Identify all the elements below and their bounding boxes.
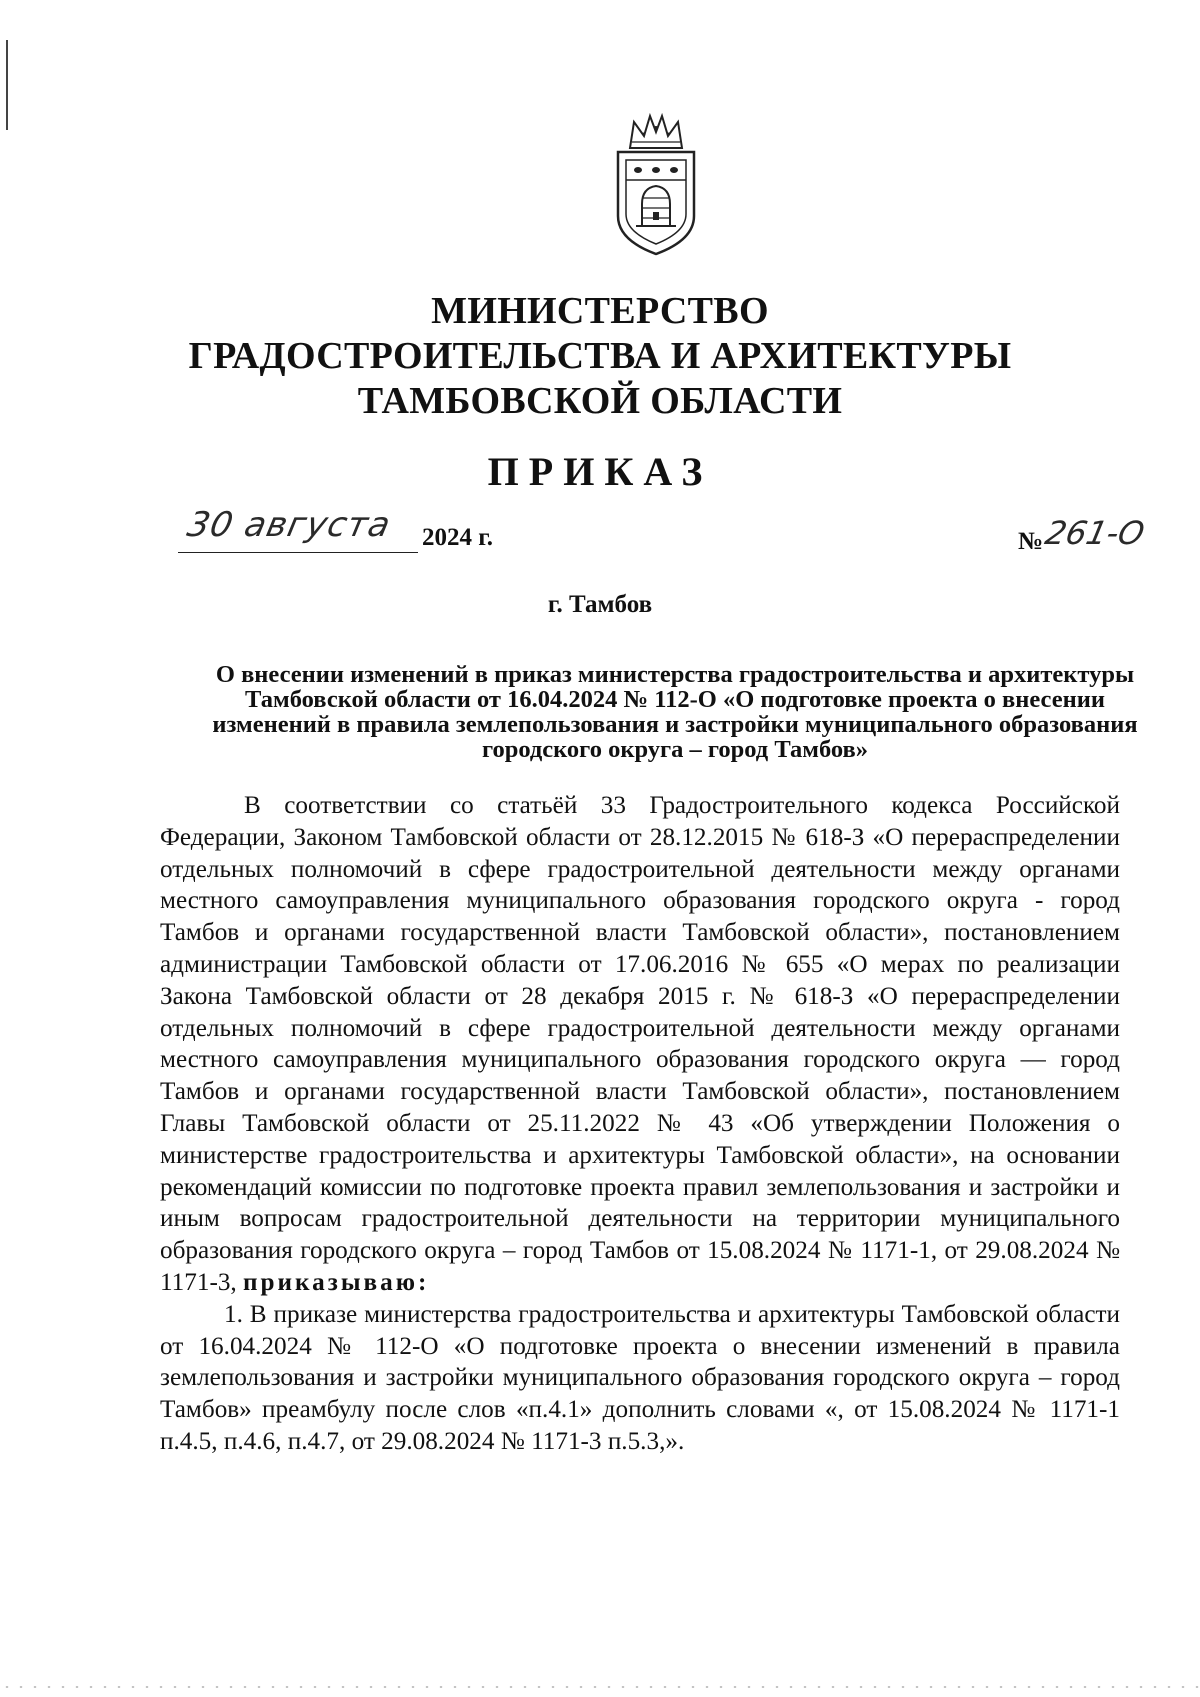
handwritten-number: 261-О	[1041, 514, 1148, 552]
handwritten-date: 30 августа	[183, 505, 395, 545]
scan-edge-mark	[6, 40, 8, 130]
ministry-title-line-1: МИНИСТЕРСТВО	[431, 290, 769, 332]
document-type: ПРИКАЗ	[487, 449, 713, 494]
ministry-title-line-2: ГРАДОСТРОИТЕЛЬСТВА И АРХИТЕКТУРЫ	[188, 335, 1012, 377]
ministry-title-line-3: ТАМБОВСКОЙ ОБЛАСТИ	[357, 380, 843, 422]
order-word: приказываю:	[243, 1268, 430, 1296]
order-subject: О внесении изменений в приказ министерства градостроительства и архитектуры Тамбовской области от 16.04.2024 № 112-О «О подготовке проекта о внесении изменений в правила землепользования и застройки муниципального образования городского округа – город Тамбов»	[212, 661, 1138, 763]
number-label: №	[1018, 528, 1044, 555]
clause-1-paragraph: 1. В приказе министерства градостроительства и архитектуры Тамбовской области от 16.04.2024 № 112-О «О подготовке проекта о внесении изменений в правила землепользования и застройки муниципального образования городского округа – город Тамбов» преамбулу после слов «п.4.1» дополнить словами «, от 15.08.2024 № 1171-1 п.4.5, п.4.6, п.4.7, от 29.08.2024 № 1171-3 п.5.3,».	[160, 1300, 1120, 1455]
tambov-coat-of-arms-icon	[608, 108, 704, 258]
preamble-paragraph	[160, 790, 1120, 1299]
scan-bottom-edge	[0, 1686, 1200, 1688]
date-year: 2024 г.	[422, 524, 494, 551]
order-body	[160, 790, 1120, 1458]
city-line: г. Тамбов	[547, 591, 653, 618]
preamble-text: В соответствии со статьёй 33 Градостроительного кодекса Российской Федерации, Законом Тамбовской области от 28.12.2015 № 618-З «О перераспределении отдельных полномочий в сфере градостроительной деятельности между органами местного самоуправления муниципального образования городского округа - город Тамбов и органами государственной власти Тамбовской области», постановлением администрации Тамбовской области от 17.06.2016 № 655 «О мерах по реализации Закона Тамбовской области от 28 декабря 2015 г. № 618-З «О перераспределении отдельных полномочий в сфере градостроительной деятельности между органами местного самоуправления муниципального образования городского округа — город Тамбов и органами государственной власти Тамбовской области», постановлением Главы Тамбовской области от 25.11.2022 № 43 «Об утверждении Положения о министерстве градостроительства и архитектуры Тамбовской области», на основании рекомендаций комиссии по подготовке проекта правил землепользования и застройки и иным вопросам градостроительной деятельности на территории муниципального образования городского округа – город Тамбов от 15.08.2024 № 1171-1, от 29.08.2024 № 1171-3,	[160, 792, 1120, 1296]
